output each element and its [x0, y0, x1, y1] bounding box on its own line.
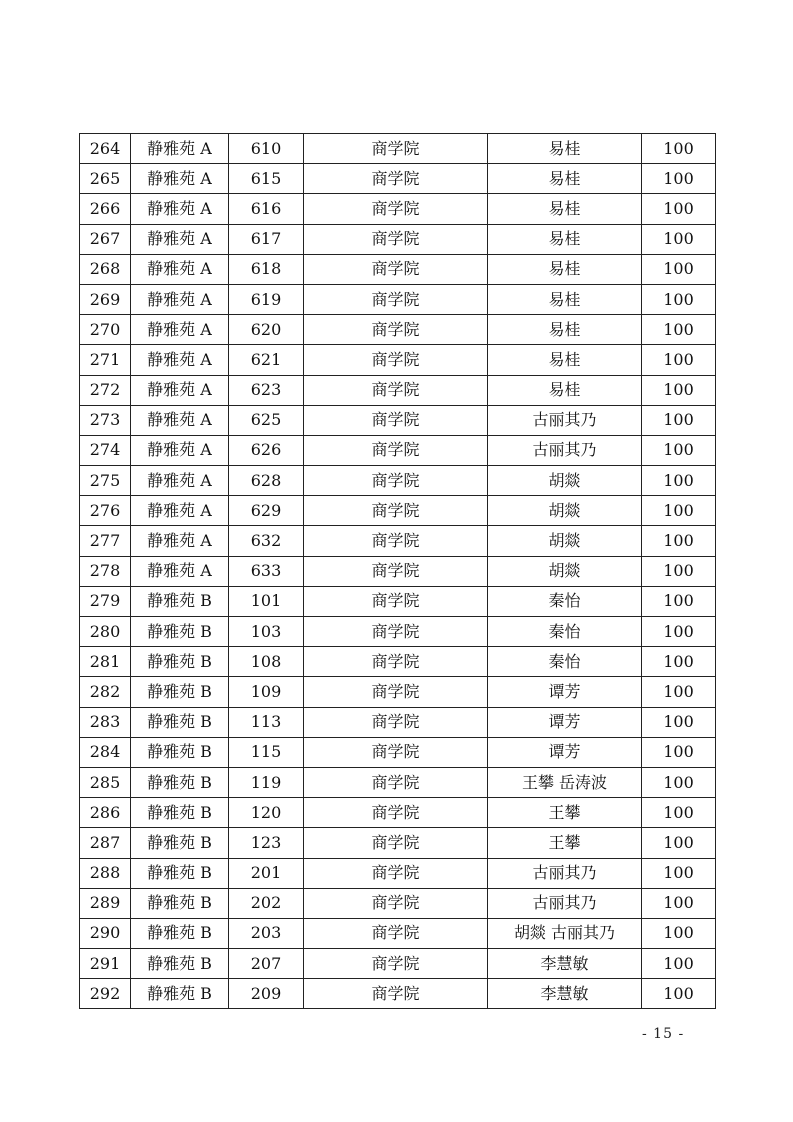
cell-room-number: 629: [229, 496, 304, 526]
cell-row-number: 279: [80, 586, 131, 616]
cell-score: 100: [642, 677, 716, 707]
cell-responsible-person: 古丽其乃: [488, 858, 642, 888]
cell-row-number: 286: [80, 798, 131, 828]
cell-room-number: 109: [229, 677, 304, 707]
table-row: [80, 858, 716, 888]
cell-responsible-person: 谭芳: [488, 677, 642, 707]
cell-score: 100: [642, 737, 716, 767]
cell-score: 100: [642, 617, 716, 647]
cell-building: 静雅苑 B: [131, 798, 229, 828]
cell-row-number: 268: [80, 254, 131, 284]
cell-responsible-person: 秦怡: [488, 647, 642, 677]
cell-room-number: 621: [229, 345, 304, 375]
table-row: [80, 194, 716, 224]
table-row: [80, 284, 716, 314]
cell-score: 100: [642, 164, 716, 194]
table-row: [80, 224, 716, 254]
cell-row-number: 266: [80, 194, 131, 224]
cell-row-number: 269: [80, 284, 131, 314]
cell-building: 静雅苑 B: [131, 979, 229, 1009]
cell-row-number: 264: [80, 134, 131, 164]
table-row: [80, 647, 716, 677]
table-row: [80, 435, 716, 465]
cell-room-number: 623: [229, 375, 304, 405]
table-row: [80, 254, 716, 284]
cell-responsible-person: 易桂: [488, 345, 642, 375]
cell-responsible-person: 李慧敏: [488, 979, 642, 1009]
cell-score: 100: [642, 979, 716, 1009]
cell-building: 静雅苑 A: [131, 526, 229, 556]
cell-department: 商学院: [304, 798, 488, 828]
page-number: - 15 -: [642, 1026, 685, 1042]
table-row: [80, 526, 716, 556]
cell-responsible-person: 谭芳: [488, 737, 642, 767]
table-row: [80, 888, 716, 918]
cell-department: 商学院: [304, 858, 488, 888]
cell-building: 静雅苑 A: [131, 345, 229, 375]
cell-room-number: 610: [229, 134, 304, 164]
cell-room-number: 101: [229, 586, 304, 616]
cell-room-number: 201: [229, 858, 304, 888]
cell-building: 静雅苑 A: [131, 405, 229, 435]
cell-responsible-person: 易桂: [488, 224, 642, 254]
cell-building: 静雅苑 B: [131, 918, 229, 948]
cell-building: 静雅苑 B: [131, 828, 229, 858]
cell-department: 商学院: [304, 979, 488, 1009]
cell-score: 100: [642, 405, 716, 435]
cell-row-number: 276: [80, 496, 131, 526]
cell-responsible-person: 谭芳: [488, 707, 642, 737]
cell-department: 商学院: [304, 375, 488, 405]
cell-room-number: 113: [229, 707, 304, 737]
cell-score: 100: [642, 647, 716, 677]
cell-department: 商学院: [304, 405, 488, 435]
table-row: [80, 496, 716, 526]
cell-room-number: 108: [229, 647, 304, 677]
cell-building: 静雅苑 B: [131, 737, 229, 767]
cell-score: 100: [642, 315, 716, 345]
cell-room-number: 209: [229, 979, 304, 1009]
cell-row-number: 273: [80, 405, 131, 435]
table-row: [80, 164, 716, 194]
cell-row-number: 282: [80, 677, 131, 707]
cell-building: 静雅苑 B: [131, 677, 229, 707]
cell-building: 静雅苑 A: [131, 315, 229, 345]
cell-responsible-person: 胡燚: [488, 496, 642, 526]
cell-row-number: 291: [80, 949, 131, 979]
cell-department: 商学院: [304, 617, 488, 647]
cell-room-number: 615: [229, 164, 304, 194]
table-body: [80, 134, 716, 1009]
cell-building: 静雅苑 B: [131, 586, 229, 616]
table-row: [80, 767, 716, 797]
cell-department: 商学院: [304, 466, 488, 496]
cell-row-number: 278: [80, 556, 131, 586]
cell-department: 商学院: [304, 284, 488, 314]
cell-row-number: 287: [80, 828, 131, 858]
cell-score: 100: [642, 526, 716, 556]
cell-responsible-person: 易桂: [488, 134, 642, 164]
cell-building: 静雅苑 B: [131, 647, 229, 677]
cell-department: 商学院: [304, 647, 488, 677]
cell-department: 商学院: [304, 767, 488, 797]
cell-department: 商学院: [304, 164, 488, 194]
dormitory-score-table: [79, 133, 716, 1009]
cell-room-number: 120: [229, 798, 304, 828]
cell-room-number: 632: [229, 526, 304, 556]
cell-score: 100: [642, 556, 716, 586]
cell-building: 静雅苑 A: [131, 435, 229, 465]
cell-building: 静雅苑 A: [131, 224, 229, 254]
cell-building: 静雅苑 A: [131, 375, 229, 405]
cell-score: 100: [642, 345, 716, 375]
cell-score: 100: [642, 435, 716, 465]
cell-building: 静雅苑 B: [131, 617, 229, 647]
cell-building: 静雅苑 A: [131, 284, 229, 314]
cell-score: 100: [642, 194, 716, 224]
cell-row-number: 271: [80, 345, 131, 375]
table-row: [80, 979, 716, 1009]
table-row: [80, 586, 716, 616]
cell-row-number: 283: [80, 707, 131, 737]
table-row: [80, 315, 716, 345]
cell-department: 商学院: [304, 254, 488, 284]
cell-room-number: 626: [229, 435, 304, 465]
cell-score: 100: [642, 224, 716, 254]
cell-responsible-person: 胡燚: [488, 466, 642, 496]
cell-responsible-person: 古丽其乃: [488, 435, 642, 465]
table-row: [80, 345, 716, 375]
cell-room-number: 119: [229, 767, 304, 797]
cell-responsible-person: 易桂: [488, 284, 642, 314]
cell-building: 静雅苑 B: [131, 949, 229, 979]
cell-room-number: 633: [229, 556, 304, 586]
cell-responsible-person: 易桂: [488, 254, 642, 284]
cell-department: 商学院: [304, 888, 488, 918]
cell-department: 商学院: [304, 828, 488, 858]
cell-room-number: 628: [229, 466, 304, 496]
cell-row-number: 281: [80, 647, 131, 677]
cell-responsible-person: 秦怡: [488, 586, 642, 616]
cell-score: 100: [642, 134, 716, 164]
cell-score: 100: [642, 828, 716, 858]
cell-department: 商学院: [304, 556, 488, 586]
cell-responsible-person: 易桂: [488, 315, 642, 345]
table-row: [80, 134, 716, 164]
cell-row-number: 284: [80, 737, 131, 767]
cell-row-number: 280: [80, 617, 131, 647]
cell-score: 100: [642, 466, 716, 496]
cell-responsible-person: 王攀 岳涛波: [488, 767, 642, 797]
cell-score: 100: [642, 767, 716, 797]
cell-score: 100: [642, 586, 716, 616]
cell-score: 100: [642, 888, 716, 918]
cell-row-number: 292: [80, 979, 131, 1009]
table-row: [80, 375, 716, 405]
cell-row-number: 267: [80, 224, 131, 254]
cell-building: 静雅苑 B: [131, 707, 229, 737]
table-row: [80, 798, 716, 828]
cell-department: 商学院: [304, 949, 488, 979]
cell-building: 静雅苑 A: [131, 194, 229, 224]
cell-row-number: 288: [80, 858, 131, 888]
cell-row-number: 290: [80, 918, 131, 948]
table-row: [80, 677, 716, 707]
cell-building: 静雅苑 B: [131, 767, 229, 797]
cell-department: 商学院: [304, 224, 488, 254]
cell-building: 静雅苑 A: [131, 496, 229, 526]
cell-responsible-person: 王攀: [488, 828, 642, 858]
cell-responsible-person: 胡燚: [488, 526, 642, 556]
cell-room-number: 103: [229, 617, 304, 647]
table-row: [80, 949, 716, 979]
cell-department: 商学院: [304, 586, 488, 616]
cell-responsible-person: 胡燚: [488, 556, 642, 586]
cell-responsible-person: 王攀: [488, 798, 642, 828]
cell-row-number: 272: [80, 375, 131, 405]
table-row: [80, 737, 716, 767]
cell-row-number: 270: [80, 315, 131, 345]
table-row: [80, 556, 716, 586]
cell-department: 商学院: [304, 315, 488, 345]
cell-responsible-person: 易桂: [488, 375, 642, 405]
cell-building: 静雅苑 B: [131, 888, 229, 918]
cell-department: 商学院: [304, 496, 488, 526]
cell-department: 商学院: [304, 918, 488, 948]
cell-room-number: 207: [229, 949, 304, 979]
cell-building: 静雅苑 A: [131, 134, 229, 164]
cell-score: 100: [642, 254, 716, 284]
cell-room-number: 619: [229, 284, 304, 314]
cell-building: 静雅苑 A: [131, 556, 229, 586]
cell-room-number: 620: [229, 315, 304, 345]
cell-room-number: 115: [229, 737, 304, 767]
cell-row-number: 275: [80, 466, 131, 496]
cell-department: 商学院: [304, 194, 488, 224]
table-row: [80, 707, 716, 737]
table-row: [80, 405, 716, 435]
cell-responsible-person: 胡燚 古丽其乃: [488, 918, 642, 948]
cell-responsible-person: 古丽其乃: [488, 888, 642, 918]
cell-department: 商学院: [304, 435, 488, 465]
cell-row-number: 285: [80, 767, 131, 797]
table-row: [80, 828, 716, 858]
cell-room-number: 617: [229, 224, 304, 254]
cell-building: 静雅苑 A: [131, 466, 229, 496]
cell-responsible-person: 易桂: [488, 164, 642, 194]
cell-room-number: 123: [229, 828, 304, 858]
cell-room-number: 202: [229, 888, 304, 918]
cell-score: 100: [642, 284, 716, 314]
table-row: [80, 918, 716, 948]
cell-department: 商学院: [304, 707, 488, 737]
cell-responsible-person: 秦怡: [488, 617, 642, 647]
cell-score: 100: [642, 918, 716, 948]
cell-department: 商学院: [304, 677, 488, 707]
cell-building: 静雅苑 A: [131, 254, 229, 284]
table-row: [80, 466, 716, 496]
cell-row-number: 265: [80, 164, 131, 194]
cell-score: 100: [642, 496, 716, 526]
cell-department: 商学院: [304, 134, 488, 164]
cell-department: 商学院: [304, 526, 488, 556]
cell-score: 100: [642, 707, 716, 737]
cell-row-number: 289: [80, 888, 131, 918]
cell-room-number: 203: [229, 918, 304, 948]
cell-responsible-person: 古丽其乃: [488, 405, 642, 435]
cell-score: 100: [642, 375, 716, 405]
cell-score: 100: [642, 949, 716, 979]
cell-score: 100: [642, 798, 716, 828]
cell-row-number: 277: [80, 526, 131, 556]
cell-room-number: 616: [229, 194, 304, 224]
cell-responsible-person: 易桂: [488, 194, 642, 224]
cell-department: 商学院: [304, 737, 488, 767]
cell-room-number: 618: [229, 254, 304, 284]
cell-score: 100: [642, 858, 716, 888]
table-row: [80, 617, 716, 647]
cell-row-number: 274: [80, 435, 131, 465]
cell-building: 静雅苑 B: [131, 858, 229, 888]
cell-building: 静雅苑 A: [131, 164, 229, 194]
cell-room-number: 625: [229, 405, 304, 435]
cell-department: 商学院: [304, 345, 488, 375]
cell-responsible-person: 李慧敏: [488, 949, 642, 979]
